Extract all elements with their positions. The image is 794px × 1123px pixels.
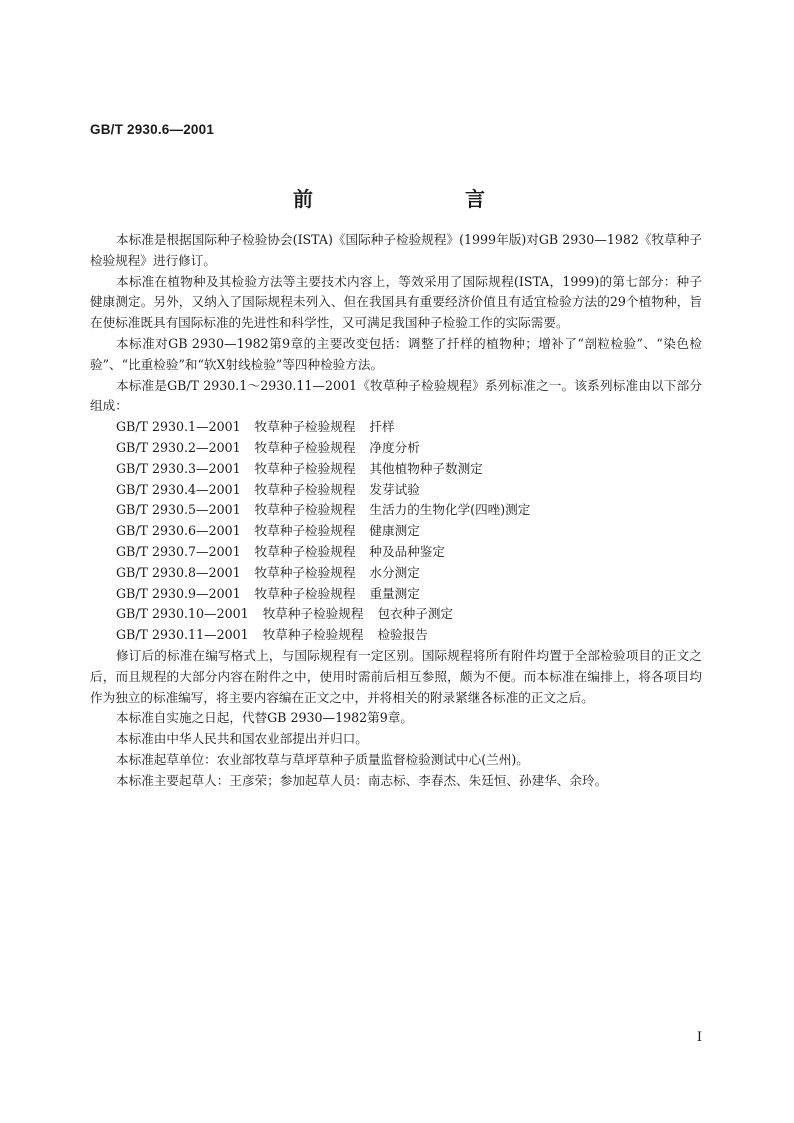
list-item-part: 检验报告 (377, 627, 428, 643)
list-item-part: 水分测定 (369, 564, 420, 580)
list-item-name: 牧草种子检验规程 (254, 439, 356, 455)
list-item-code: GB/T 2930.3—2001 (116, 460, 241, 476)
series-list (90, 417, 702, 646)
paragraph: 本标准由中华人民共和国农业部提出并归口。 (116, 731, 368, 747)
list-item (90, 438, 702, 459)
list-item-part: 健康测定 (369, 523, 420, 539)
list-item (90, 604, 702, 625)
list-item-code: GB/T 2930.7—2001 (116, 543, 241, 559)
list-item-part: 其他植物种子数测定 (369, 460, 483, 476)
list-item-part: 种及品种鉴定 (369, 543, 445, 559)
list-item (90, 563, 702, 584)
list-item-part: 净度分析 (369, 439, 420, 455)
list-item-part: 生活力的生物化学(四唑)测定 (369, 502, 531, 518)
list-item-code: GB/T 2930.2—2001 (116, 439, 241, 455)
standard-code: GB/T 2930.6—2001 (90, 122, 215, 137)
list-item-part: 扦样 (369, 419, 395, 435)
list-item-part: 重量测定 (369, 585, 420, 601)
paragraph: 修订后的标准在编写格式上，与国际规程有一定区别。国际规程将所有附件均置于全部检验项目的正文之后，而且规程的大部分内容在附件之中，使用时需前后相互参照，颇为不便。而本标准在编排上，将各项目均作为独立的标准编写，将主要内容编在正文之中，并将相关的附录紧继各标准的正文之后。 (90, 647, 702, 705)
list-item-name: 牧草种子检验规程 (254, 419, 356, 435)
list-item-part: 发芽试验 (369, 481, 420, 497)
paragraph: 本标准对GB 2930—1982第9章的主要改变包括：调整了扦样的植物种；增补了“剖粒检验”、“染色检验”、“比重检验”和“软X射线检验”等四种检验方法。 (90, 335, 702, 372)
list-item-code: GB/T 2930.5—2001 (116, 502, 241, 518)
list-item (90, 480, 702, 501)
list-item-name: 牧草种子检验规程 (254, 543, 356, 559)
paragraph: 本标准起草单位：农业部牧草与草坪草种子质量监督检验测试中心(兰州)。 (116, 751, 529, 767)
list-item (90, 584, 702, 605)
list-item-name: 牧草种子检验规程 (254, 564, 356, 580)
list-item-code: GB/T 2930.8—2001 (116, 564, 241, 580)
paragraph: 本标准主要起草人：王彦荣；参加起草人员：南志标、李春杰、朱廷恒、孙建华、余玲。 (116, 772, 608, 788)
list-item (90, 459, 702, 480)
paragraph: 本标准是根据国际种子检验协会(ISTA)《国际种子检验规程》(1999年版)对GB 2930—1982《牧草种子检验规程》进行修订。 (90, 232, 702, 268)
page-number: I (696, 1030, 702, 1045)
list-item (90, 500, 702, 521)
list-item-name: 牧草种子检验规程 (262, 606, 364, 622)
list-item-part: 包衣种子测定 (377, 606, 453, 622)
list-item-code: GB/T 2930.11—2001 (116, 627, 249, 643)
list-item-code: GB/T 2930.6—2001 (116, 523, 241, 539)
list-item-name: 牧草种子检验规程 (254, 502, 356, 518)
list-item-name: 牧草种子检验规程 (254, 523, 356, 539)
list-item-code: GB/T 2930.9—2001 (116, 585, 241, 601)
paragraph: 本标准自实施之日起，代替GB 2930—1982第9章。 (116, 710, 413, 726)
paragraph: 本标准在植物种及其检验方法等主要技术内容上，等效采用了国际规程(ISTA，1999)的第七部分：种子健康测定。另外，又纳入了国际规程未列入、但在我国具有重要经济价值且有适宜检验方法的29个植物种，旨在使标准既具有国际标准的先进性和科学性，又可满足我国种子检验工作的实际需要。 (90, 273, 702, 331)
list-item (90, 542, 702, 563)
list-item-name: 牧草种子检验规程 (254, 460, 356, 476)
list-item-code: GB/T 2930.1—2001 (116, 419, 241, 435)
list-item-code: GB/T 2930.4—2001 (116, 481, 241, 497)
list-item-name: 牧草种子检验规程 (254, 481, 356, 497)
list-item-code: GB/T 2930.10—2001 (116, 606, 249, 622)
paragraph: 本标准是GB/T 2930.1～2930.11—2001《牧草种子检验规程》系列标准之一。该系列标准由以下部分组成： (90, 377, 702, 414)
list-item-name: 牧草种子检验规程 (254, 585, 356, 601)
list-item (90, 521, 702, 542)
list-item (90, 625, 702, 646)
list-item-name: 牧草种子检验规程 (262, 627, 364, 643)
list-item (90, 417, 702, 438)
page-title: 前 言 (293, 187, 551, 211)
document-body (90, 230, 702, 792)
